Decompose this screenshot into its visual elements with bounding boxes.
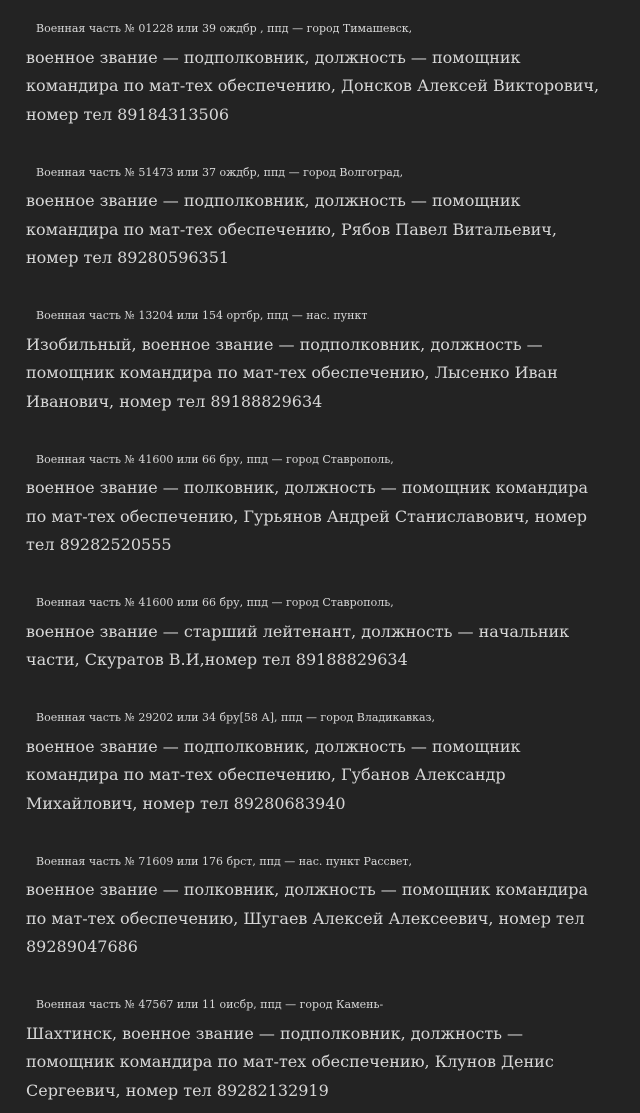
- entry-text-line: Михайлович, номер тел 89280683940: [26, 793, 346, 813]
- entry-text-line: военное звание — подполковник, должность — помощник: [26, 191, 521, 210]
- entry-text-line: военное звание — подполковник, должность — помощник: [26, 736, 521, 756]
- entry-text-line: Военная часть № 41600 или 66 бру, ппд — город Ставрополь,: [36, 596, 394, 609]
- unit-entry: [26, 704, 630, 818]
- entry-text-line: Военная часть № 51473 или 37 ождбр, ппд — город Волгоград,: [36, 165, 404, 179]
- unit-entry: [26, 991, 630, 1105]
- entry-text-line: по мат-тех обеспечению, Шугаев Алексей Алексеевич, номер тел: [26, 908, 585, 928]
- entry-text-line: Иванович, номер тел 89188829634: [26, 391, 323, 411]
- entry-text-line: номер тел 89184313506: [26, 104, 230, 124]
- entry-text-line: Шахтинск, военное звание — подполковник, должность —: [26, 1023, 524, 1043]
- entry-text-line: командира по мат-тех обеспечению, Губанов Александр: [26, 765, 506, 784]
- entry-text-line: Военная часть № 01228 или 39 ождбр , ппд — город Тимашевск,: [36, 22, 413, 35]
- entry-text-line: военное звание — старший лейтенант, должность — начальник: [26, 621, 570, 641]
- entry-text-line: Изобильный, военное звание — подполковник, должность —: [26, 334, 543, 354]
- entry-text-line: номер тел 89280596351: [26, 248, 230, 267]
- entry-text-line: Военная часть № 41600 или 66 бру, ппд — город Ставрополь,: [36, 452, 394, 466]
- unit-entry: [26, 848, 630, 962]
- entry-text-line: части, Скуратов В.И,номер тел 89188829634: [26, 650, 408, 669]
- entry-text-line: помощник командира по мат-тех обеспечению, Клунов Денис: [26, 1052, 554, 1071]
- unit-entry: [26, 15, 630, 129]
- entry-text-line: по мат-тех обеспечению, Гурьянов Андрей Станиславович, номер: [26, 506, 588, 526]
- entry-text-line: Военная часть № 29202 или 34 бру[58 А], ппд — город Владикавказ,: [36, 711, 436, 724]
- entry-text-line: помощник командира по мат-тех обеспечению, Лысенко Иван: [26, 363, 558, 382]
- unit-entry: [26, 159, 630, 273]
- entry-text-line: Военная часть № 13204 или 154 ортбр, ппд — нас. пункт: [36, 309, 368, 322]
- entry-text-line: командира по мат-тех обеспечению, Донсков Алексей Викторович,: [26, 76, 600, 95]
- entry-text-line: командира по мат-тех обеспечению, Рябов Павел Витальевич,: [26, 219, 557, 239]
- unit-entry: [26, 589, 630, 675]
- unit-entry: [26, 302, 630, 416]
- entry-text-line: 89289047686: [26, 937, 138, 956]
- entry-text-line: тел 89282520555: [26, 535, 172, 554]
- entry-text-line: Сергеевич, номер тел 89282132919: [26, 1080, 329, 1100]
- entry-text-line: Военная часть № 71609 или 176 брст, ппд — нас. пункт Рассвет,: [36, 854, 413, 868]
- unit-entry: [26, 446, 630, 560]
- entry-text-line: Военная часть № 47567 или 11 оисбр, ппд — город Камень-: [36, 998, 384, 1011]
- entry-text-line: военное звание — подполковник, должность — помощник: [26, 47, 521, 67]
- entry-text-line: военное звание — полковник, должность — помощник командира: [26, 880, 589, 899]
- entry-text-line: военное звание — полковник, должность — помощник командира: [26, 478, 589, 497]
